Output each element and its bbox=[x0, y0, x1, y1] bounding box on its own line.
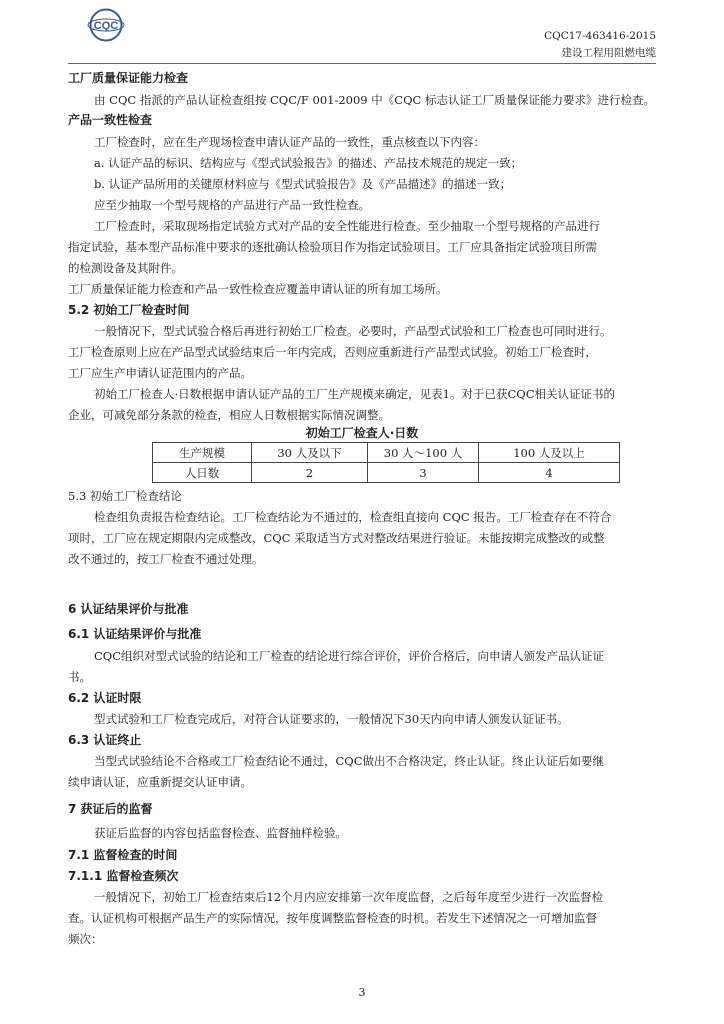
table-cell: 3 bbox=[368, 463, 479, 483]
section-7-heading: 7 获证后的监督 bbox=[68, 802, 153, 816]
paragraph-line: 一般情况下，型式试验合格后再进行初始工厂检查。必要时，产品型式试验和工厂检查也可同时进行。 bbox=[94, 324, 612, 338]
section-6-heading: 6 认证结果评价与批准 bbox=[68, 602, 189, 616]
paragraph-line: 工厂质量保证能力检查和产品一致性检查应覆盖申请认证的所有加工场所。 bbox=[68, 282, 448, 296]
paragraph-line: 应至少抽取一个型号规格的产品进行产品一致性检查。 bbox=[94, 198, 370, 212]
header-rule bbox=[68, 63, 656, 64]
section-6-2-heading: 6.2 认证时限 bbox=[68, 691, 142, 705]
table-header-row bbox=[153, 443, 620, 463]
table-row bbox=[153, 463, 620, 483]
table-cell: 30 人及以下 bbox=[252, 443, 368, 463]
paragraph-line: 续申请认证，应重新提交认证申请。 bbox=[68, 775, 252, 789]
section-5-3-heading: 5.3 初始工厂检查结论 bbox=[68, 489, 182, 503]
doc-code: CQC17-463416-2015 bbox=[544, 30, 656, 42]
table-cell: 30 人～100 人 bbox=[368, 443, 479, 463]
paragraph-line: 当型式试验结论不合格或工厂检查结论不通过，CQC做出不合格决定，终止认证。终止认证后如要继 bbox=[94, 754, 605, 768]
paragraph-line: 查。认证机构可根据产品生产的实际情况，按年度调整监督检查的时机。若发生下述情况之一可增加监督 bbox=[68, 911, 597, 925]
list-item-b: b. 认证产品所用的关键原材料应与《型式试验报告》及《产品描述》的描述一致； bbox=[94, 177, 512, 191]
list-item-a: a. 认证产品的标识、结构应与《型式试验报告》的描述、产品技术规范的规定一致； bbox=[94, 156, 523, 170]
heading-factory-quality-check: 工厂质量保证能力检查 bbox=[68, 71, 189, 85]
paragraph-line: 工厂应生产申请认证范围内的产品。 bbox=[68, 366, 252, 380]
paragraph-line: 检查组负责报告检查结论。工厂检查结论为不通过的，检查组直接向 CQC 报告。工厂检查存在不符合 bbox=[94, 510, 612, 524]
paragraph-line: 型式试验和工厂检查完成后，对符合认证要求的，一般情况下30天内向申请人颁发认证证书。 bbox=[94, 712, 569, 726]
table-cell: 100 人及以上 bbox=[479, 443, 620, 463]
paragraph-line: 指定试验，基本型产品标准中要求的逐批确认检验项目作为指定试验项目。工厂应具备指定试验项目所需 bbox=[68, 240, 597, 254]
paragraph-line: 初始工厂检查人·日数根据申请认证产品的工厂生产规模来确定，见表1。对于已获CQC相关认证证书的 bbox=[94, 387, 615, 401]
heading-consistency-check: 产品一致性检查 bbox=[68, 113, 153, 127]
paragraph-line: 项时，工厂应在规定期限内完成整改，CQC 采取适当方式对整改结果进行验证。未能按期完成整改的或整 bbox=[68, 531, 605, 545]
paragraph-line: 由 CQC 指派的产品认证检查组按 CQC/F 001-2009 中《CQC 标志认证工厂质量保证能力要求》进行检查。 bbox=[94, 93, 655, 107]
table-cell: 人日数 bbox=[153, 463, 252, 483]
paragraph-line: 获证后监督的内容包括监督检查、监督抽样检验。 bbox=[94, 826, 347, 840]
paragraph-line: 的检测设备及其附件。 bbox=[68, 261, 183, 275]
paragraph-line: 改不通过的，按工厂检查不通过处理。 bbox=[68, 552, 264, 566]
section-6-3-heading: 6.3 认证终止 bbox=[68, 733, 142, 747]
cqc-logo bbox=[86, 8, 126, 42]
page-number: 3 bbox=[358, 986, 366, 999]
paragraph-line: CQC组织对型式试验的结论和工厂检查的结论进行综合评价，评价合格后，向申请人颁发产品认证证 bbox=[94, 649, 605, 663]
section-5-2-heading: 5.2 初始工厂检查时间 bbox=[68, 303, 190, 317]
paragraph-line: 工厂检查原则上应在产品型式试验结束后一年内完成，否则应重新进行产品型式试验。初始工厂检查时， bbox=[68, 345, 597, 359]
paragraph-line: 频次： bbox=[68, 932, 103, 946]
paragraph-line: 一般情况下，初始工厂检查结束后12个月内应安排第一次年度监督，之后每年度至少进行一次监督检 bbox=[94, 890, 604, 904]
paragraph-line: 企业，可减免部分条款的检查，相应人日数根据实际情况调整。 bbox=[68, 408, 390, 422]
table-title: 初始工厂检查人·日数 bbox=[305, 426, 419, 440]
section-7-1-1-heading: 7.1.1 监督检查频次 bbox=[68, 869, 179, 883]
logo-text: CQC bbox=[93, 20, 119, 32]
paragraph-line: 书。 bbox=[68, 670, 91, 684]
section-7-1-heading: 7.1 监督检查的时间 bbox=[68, 848, 178, 862]
table-cell: 2 bbox=[252, 463, 368, 483]
staffing-table bbox=[152, 442, 620, 483]
section-6-1-heading: 6.1 认证结果评价与批准 bbox=[68, 627, 202, 641]
table-cell: 4 bbox=[479, 463, 620, 483]
doc-subtitle: 建设工程用阻燃电缆 bbox=[561, 47, 656, 59]
table-cell: 生产规模 bbox=[153, 443, 252, 463]
paragraph-line: 工厂检查时，应在生产现场检查申请认证产品的一致性，重点核查以下内容： bbox=[94, 135, 485, 149]
paragraph-line: 工厂检查时，采取现场指定试验方式对产品的安全性能进行检查。至少抽取一个型号规格的产品进行 bbox=[94, 219, 600, 233]
